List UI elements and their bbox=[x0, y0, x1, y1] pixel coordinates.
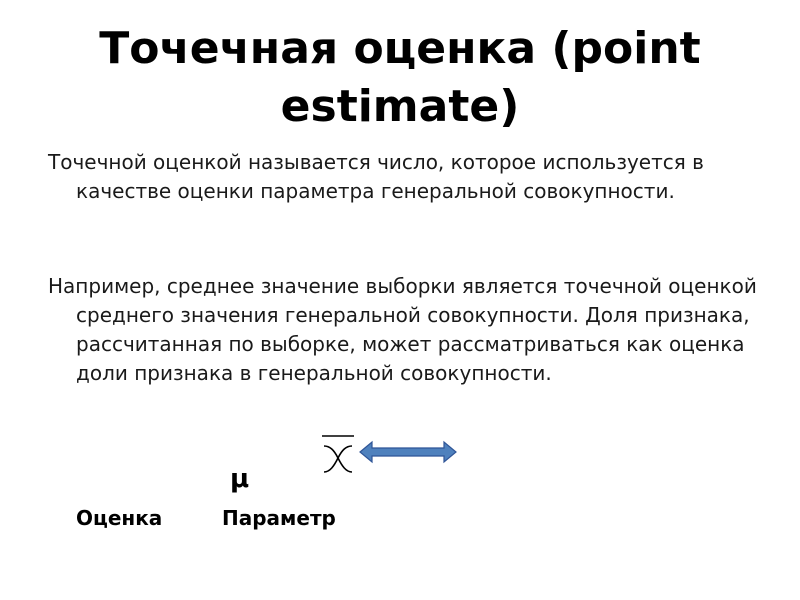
double-arrow-icon bbox=[358, 438, 458, 466]
slide-title: Точечная оценка (point estimate) bbox=[99, 23, 701, 132]
parameter-label: Параметр bbox=[222, 506, 336, 530]
example-paragraph: Например, среднее значение выборки является точечной оценкой среднего значения генеральной совокупности. Доля признака, рассчитанная по выборке, может рассматриваться как оценка доли признака в генеральной совокупности. bbox=[48, 274, 757, 385]
mu-symbol: μ bbox=[230, 464, 250, 494]
estimate-label: Оценка bbox=[76, 506, 163, 530]
definition-paragraph: Точечной оценкой называется число, которое используется в качестве оценки параметра генеральной совокупности. bbox=[48, 150, 704, 203]
x-bar-icon bbox=[318, 432, 358, 476]
